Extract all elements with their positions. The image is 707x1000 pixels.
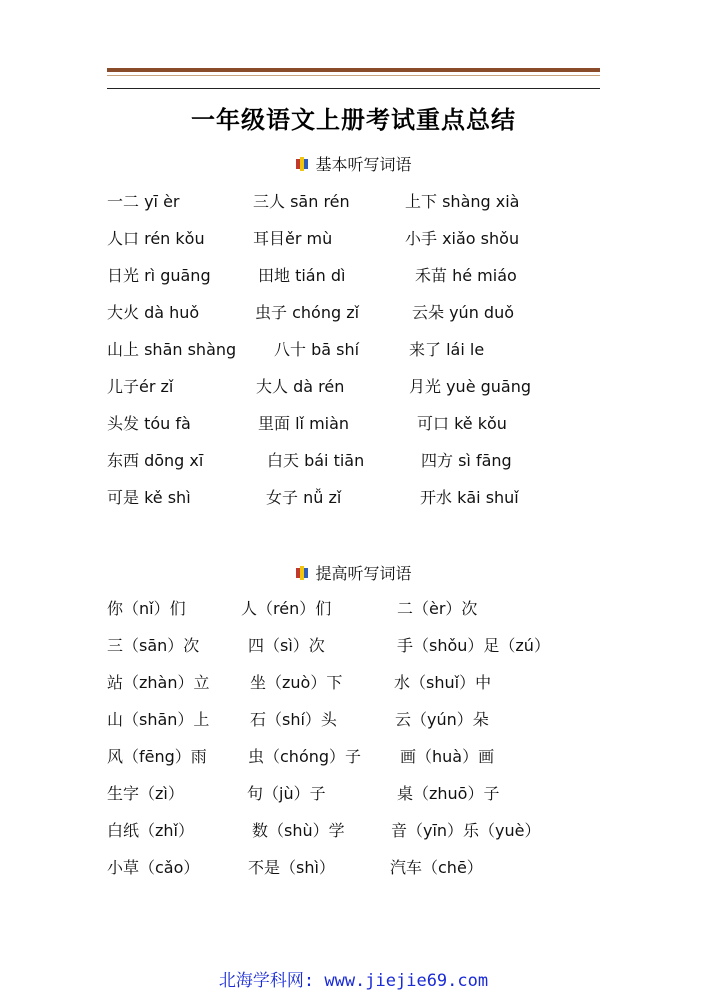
page-title: 一年级语文上册考试重点总结: [191, 106, 516, 134]
advanced-word-row: [0, 671, 707, 695]
section-heading-advanced-label: 提高听写词语: [315, 564, 412, 583]
basic-word-row: [0, 264, 707, 288]
advanced-word-row: [0, 819, 707, 843]
basic-word-item: 儿子ér zǐ: [107, 377, 174, 396]
advanced-word-row: [0, 745, 707, 769]
advanced-word-item: 风（fēng）雨: [107, 747, 207, 766]
advanced-word-item: 虫（chóng）子: [248, 747, 362, 766]
basic-word-item: 山上 shān shàng: [107, 340, 237, 359]
basic-word-item: 禾苗 hé miáo: [415, 266, 517, 285]
advanced-word-item: 三（sān）次: [107, 636, 200, 655]
section-heading-advanced: [0, 561, 707, 584]
basic-word-item: 可口 kě kǒu: [417, 414, 507, 433]
advanced-word-row: [0, 634, 707, 658]
basic-word-item: 开水 kāi shuǐ: [420, 488, 519, 507]
header-rule-under: [107, 88, 600, 89]
advanced-word-item: 坐（zuò）下: [250, 673, 343, 692]
basic-word-row: [0, 227, 707, 251]
basic-word-item: 头发 tóu fà: [107, 414, 191, 433]
advanced-word-row: [0, 782, 707, 806]
basic-word-item: 女子 nǚ zǐ: [266, 488, 342, 507]
header-rule-thick: [107, 68, 600, 72]
basic-word-row: [0, 190, 707, 214]
advanced-word-row: [0, 856, 707, 880]
advanced-word-item: 句（jù）子: [247, 784, 326, 803]
basic-word-item: 东西 dōng xī: [107, 451, 204, 470]
advanced-word-item: 云（yún）朵: [395, 710, 489, 729]
basic-word-row: [0, 301, 707, 325]
basic-word-row: [0, 412, 707, 436]
basic-word-item: 人口 rén kǒu: [107, 229, 205, 248]
basic-word-item: 上下 shàng xià: [405, 192, 520, 211]
basic-word-item: 八十 bā shí: [274, 340, 360, 359]
advanced-word-item: 数（shù）学: [252, 821, 345, 840]
advanced-word-item: 站（zhàn）立: [107, 673, 210, 692]
advanced-word-item: 不是（shì）: [248, 858, 335, 877]
advanced-word-item: 画（huà）画: [400, 747, 495, 766]
advanced-word-item: 人（rén）们: [241, 599, 332, 618]
advanced-word-item: 你（nǐ）们: [107, 599, 186, 618]
advanced-word-item: 白纸（zhǐ）: [107, 821, 194, 840]
advanced-word-row: [0, 597, 707, 621]
basic-word-item: 耳目ěr mù: [253, 229, 333, 248]
basic-word-row: [0, 375, 707, 399]
basic-word-item: 月光 yuè guāng: [409, 377, 532, 396]
advanced-word-item: 生字（zì）: [107, 784, 184, 803]
basic-word-item: 白天 bái tiān: [267, 451, 365, 470]
advanced-word-item: 小草（cǎo）: [107, 858, 200, 877]
basic-word-item: 一二 yī èr: [107, 192, 180, 211]
basic-word-item: 来了 lái le: [409, 340, 485, 359]
basic-word-item: 可是 kě shì: [107, 488, 191, 507]
advanced-word-item: 石（shí）头: [250, 710, 337, 729]
advanced-word-item: 四（sì）次: [248, 636, 325, 655]
basic-word-row: [0, 449, 707, 473]
basic-word-row: [0, 338, 707, 362]
section-heading-basic: [0, 152, 707, 175]
advanced-word-item: 汽车（chē）: [390, 858, 483, 877]
footer-site-link[interactable]: 北海学科网: www.jiejie69.com: [218, 971, 489, 991]
basic-word-item: 三人 sān rén: [253, 192, 350, 211]
basic-word-item: 四方 sì fāng: [421, 451, 512, 470]
basic-word-item: 田地 tián dì: [258, 266, 346, 285]
section-heading-basic-label: 基本听写词语: [315, 155, 412, 174]
advanced-word-item: 水（shuǐ）中: [394, 673, 492, 692]
basic-word-item: 大人 dà rén: [256, 377, 345, 396]
book-icon: [295, 565, 309, 579]
book-icon: [295, 156, 309, 170]
header-rule-thin: [107, 75, 600, 76]
advanced-word-item: 手（shǒu）足（zú）: [397, 636, 550, 655]
basic-word-item: 日光 rì guāng: [107, 266, 211, 285]
advanced-word-item: 音（yīn）乐（yuè）: [391, 821, 541, 840]
advanced-word-row: [0, 708, 707, 732]
advanced-word-item: 山（shān）上: [107, 710, 210, 729]
advanced-word-item: 二（èr）次: [397, 599, 478, 618]
basic-word-item: 里面 lǐ miàn: [258, 414, 350, 433]
basic-word-item: 小手 xiǎo shǒu: [405, 229, 520, 248]
basic-word-item: 大火 dà huǒ: [107, 303, 200, 322]
advanced-word-item: 桌（zhuō）子: [397, 784, 500, 803]
basic-word-row: [0, 486, 707, 510]
basic-word-item: 云朵 yún duǒ: [412, 303, 515, 322]
basic-word-item: 虫子 chóng zǐ: [255, 303, 360, 322]
